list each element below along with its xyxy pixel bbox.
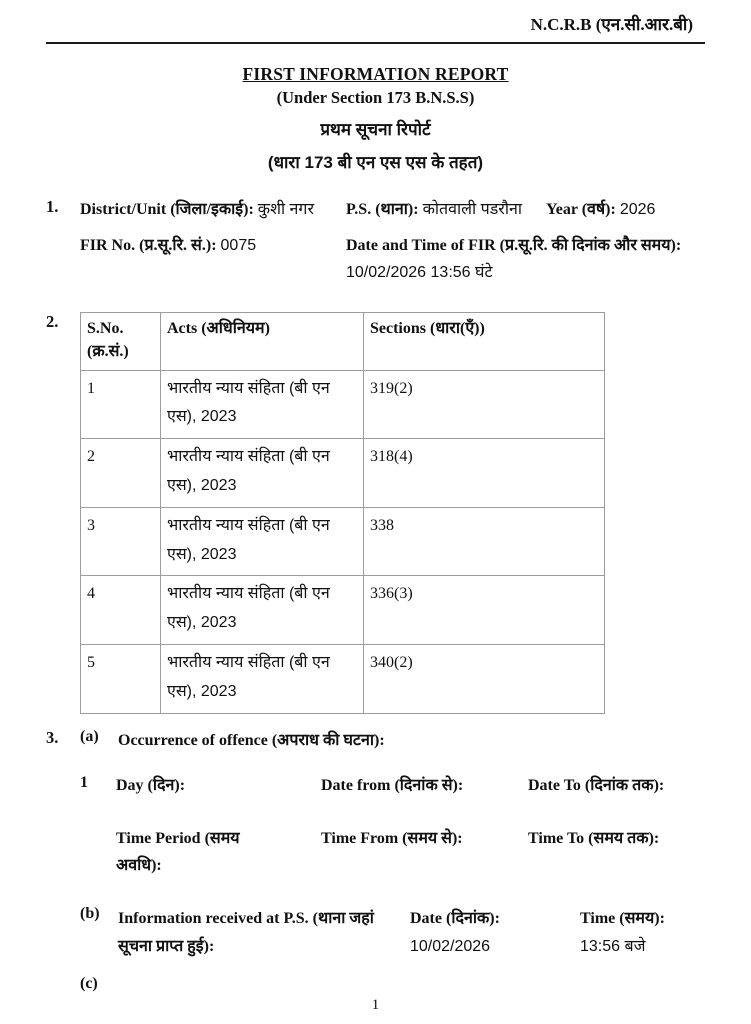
year-label: Year (वर्ष): xyxy=(546,201,616,218)
fir-number-label: FIR No. (प्र.सू.रि. सं.): xyxy=(80,237,217,255)
section-3-number: 3. xyxy=(46,727,59,747)
header-divider xyxy=(46,42,705,44)
row-section: 318(4) xyxy=(364,439,605,508)
report-title: FIRST INFORMATION REPORT xyxy=(242,64,509,84)
section-3c xyxy=(80,975,705,993)
ncrb-org-title: N.C.R.B (एन.सी.आर.बी) xyxy=(530,15,693,34)
occurrence-row-1 xyxy=(80,772,705,880)
section-3a-marker: (a) xyxy=(80,727,99,745)
section-1 xyxy=(46,197,705,286)
info-date-value: 10/02/2026 xyxy=(410,938,491,956)
police-station-value: कोतवाली पडरौना xyxy=(422,201,522,218)
info-received-label: Information received at P.S. (थाना जहां सूचना प्राप्त हुई): xyxy=(118,910,374,956)
section-3a xyxy=(80,728,705,750)
section-3c-marker: (c) xyxy=(80,975,98,993)
police-station-field xyxy=(346,197,536,223)
fir-number-field xyxy=(80,233,336,286)
day-label: Day (दिन): xyxy=(116,776,186,794)
row-act: भारतीय न्याय संहिता (बी एन एस), 2023 xyxy=(161,439,364,508)
table-row xyxy=(81,370,605,439)
row-section: 336(3) xyxy=(364,576,605,645)
row-sno: 1 xyxy=(81,370,161,439)
page-number: 1 xyxy=(371,997,380,1013)
row-sno: 3 xyxy=(81,507,161,576)
section-3 xyxy=(46,728,705,994)
row-act: भारतीय न्याय संहिता (बी एन एस), 2023 xyxy=(161,576,364,645)
year-field xyxy=(546,197,705,223)
row-act: भारतीय न्याय संहिता (बी एन एस), 2023 xyxy=(161,507,364,576)
year-value: 2026 xyxy=(619,201,656,218)
fir-number-value: 0075 xyxy=(220,237,257,255)
time-from-label: Time From (समय से): xyxy=(321,829,463,847)
time-period-label: Time Period (समय अवधि): xyxy=(116,829,240,874)
fir-datetime-value: 10/02/2026 13:56 घंटे xyxy=(346,263,493,281)
date-from-label: Date from (दिनांक से): xyxy=(321,776,464,794)
table-row xyxy=(81,576,605,645)
acts-sections-table xyxy=(80,312,605,713)
report-title-hindi: प्रथम सूचना रिपोर्ट xyxy=(320,120,431,139)
table-row xyxy=(81,644,605,713)
district-label: District/Unit (जिला/इकाई): xyxy=(80,201,254,218)
row-act: भारतीय न्याय संहिता (बी एन एस), 2023 xyxy=(161,370,364,439)
row-section: 319(2) xyxy=(364,370,605,439)
row-sno: 2 xyxy=(81,439,161,508)
info-date-field xyxy=(410,905,578,961)
info-time-label: Time (समय): xyxy=(580,910,665,928)
fir-datetime-field xyxy=(346,233,705,286)
district-value: कुशी नगर xyxy=(257,201,314,218)
occurrence-heading: Occurrence of offence (अपराध की घटना): xyxy=(118,731,385,749)
row-sno: 5 xyxy=(81,644,161,713)
district-field xyxy=(80,197,336,223)
info-time-field xyxy=(580,905,705,961)
time-to-label: Time To (समय तक): xyxy=(528,829,660,847)
section-1-number: 1. xyxy=(46,197,59,216)
occurrence-row-2 xyxy=(116,825,705,879)
occurrence-row-number: 1 xyxy=(80,773,88,791)
column-header-sno: S.No. (क्र.सं.) xyxy=(81,313,161,370)
title-block xyxy=(46,64,705,173)
section-3b-marker: (b) xyxy=(80,905,100,923)
table-row xyxy=(81,507,605,576)
section-3b xyxy=(80,905,705,961)
column-header-sections: Sections (धारा(एँ)) xyxy=(364,313,605,370)
row-section: 340(2) xyxy=(364,644,605,713)
row-sno: 4 xyxy=(81,576,161,645)
report-subtitle: (Under Section 173 B.N.S.S) xyxy=(276,88,475,107)
row-act: भारतीय न्याय संहिता (बी एन एस), 2023 xyxy=(161,644,364,713)
report-subtitle-hindi: (धारा 173 बी एन एस एस के तहत) xyxy=(267,153,484,172)
fir-datetime-label: Date and Time of FIR (प्र.सू.रि. की दिनांक और समय): xyxy=(346,237,682,255)
row-section: 338 xyxy=(364,507,605,576)
table-row xyxy=(81,439,605,508)
column-header-acts: Acts (अधिनियम) xyxy=(161,313,364,370)
police-station-label: P.S. (थाना): xyxy=(346,201,419,218)
table-header-row xyxy=(81,313,605,370)
info-time-value: 13:56 बजे xyxy=(580,938,646,956)
date-to-label: Date To (दिनांक तक): xyxy=(528,776,665,794)
section-2-number: 2. xyxy=(46,312,59,332)
info-date-label: Date (दिनांक): xyxy=(410,910,500,928)
section-2 xyxy=(46,312,705,713)
